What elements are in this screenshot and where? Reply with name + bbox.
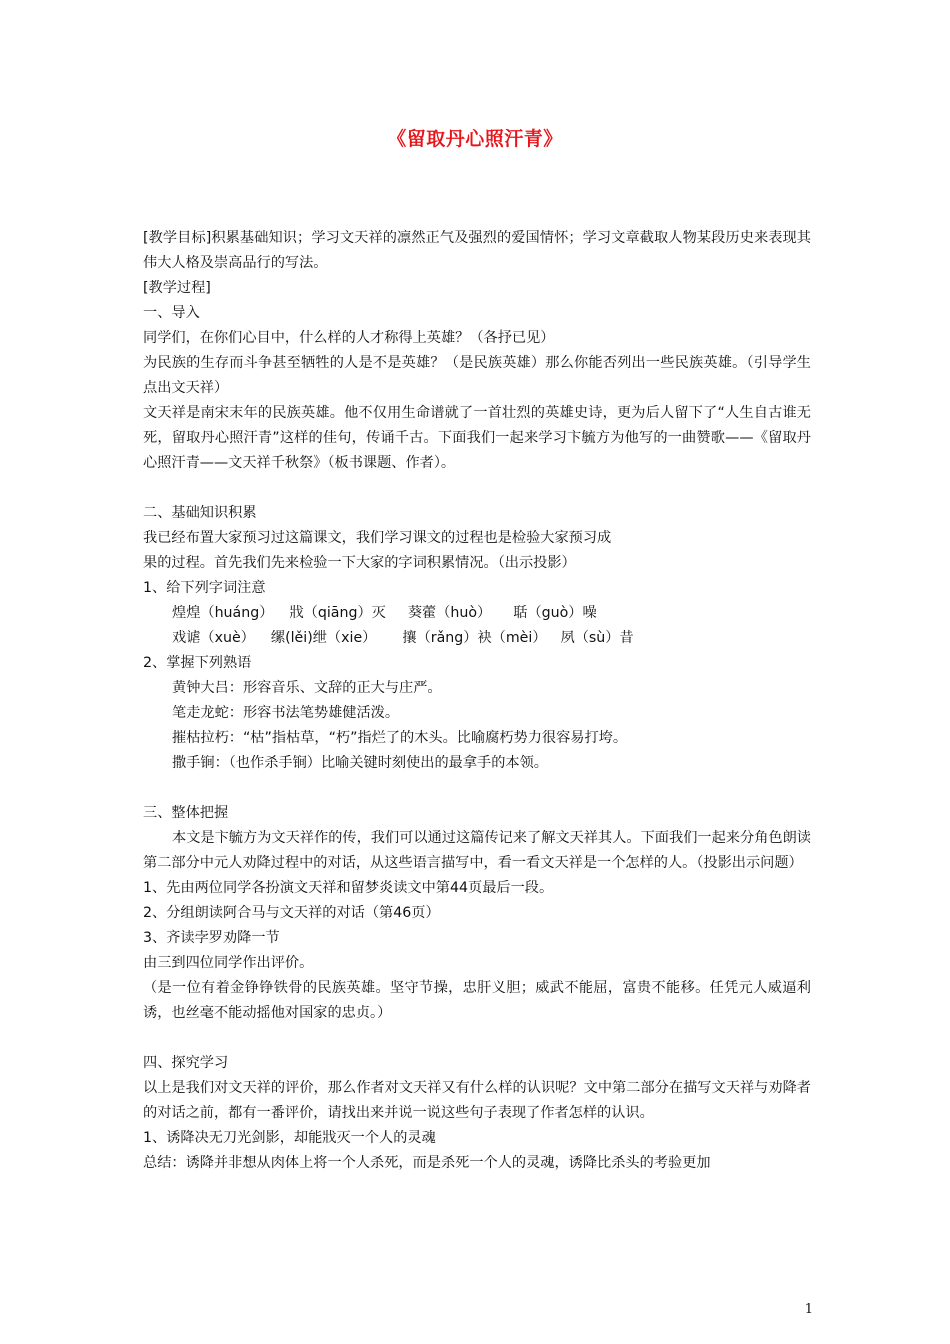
paragraph: 由三到四位同学作出评价。	[143, 955, 314, 971]
pinyin-word: 缧(lěi)绁（xie）	[270, 630, 377, 646]
pinyin-word: 葵藿（huò）	[407, 605, 492, 621]
document-body	[143, 226, 811, 1176]
paragraph: 我已经布置大家预习过这篇课文，我们学习课文的过程也是检验大家预习成	[143, 530, 612, 546]
paragraph: 文天祥是南宋末年的民族英雄。他不仅用生命谱就了一首壮烈的英雄史诗，更为后人留下了“人生自古谁无死，留取丹心照汗青”这样的佳句，传诵千古。下面我们一起来学习卞毓方为他写的一曲赞歌——《留取丹心照汗青——文天祥千秋祭》（板书课题、作者）。	[143, 405, 811, 471]
list-item: 1、诱降决无刀光剑影，却能戕灭一个人的灵魂	[143, 1130, 436, 1146]
paragraph: 以上是我们对文天祥的评价，那么作者对文天祥又有什么样的认识呢？文中第二部分在描写文天祥与劝降者的对话之前，都有一番评价，请找出来并说一说这些句子表现了作者怎样的认识。	[143, 1080, 811, 1121]
section-heading-inquiry: 四、探究学习	[143, 1055, 229, 1071]
section-heading-basics: 二、基础知识积累	[143, 505, 257, 521]
idiom-item: 摧枯拉朽：“枯”指枯草，“朽”指烂了的木头。比喻腐朽势力很容易打垮。	[172, 730, 628, 746]
section-heading-intro: 一、导入	[143, 305, 200, 321]
pinyin-word: 戏谑（xuè）	[172, 630, 255, 646]
paragraph: 本文是卞毓方为文天祥作的传，我们可以通过这篇传记来了解文天祥其人。下面我们一起来分角色朗读第二部分中元人劝降过程中的对话，从这些语言描写中，看一看文天祥是一个怎样的人。（投影出示问题）	[143, 830, 811, 871]
paragraph: 果的过程。首先我们先来检验一下大家的字词积累情况。（出示投影）	[143, 555, 576, 571]
idiom-item: 撒手锏：（也作杀手锏）比喻关键时刻使出的最拿手的本领。	[172, 755, 548, 771]
page-number: 1	[804, 1302, 813, 1317]
list-item: 2、分组朗读阿合马与文天祥的对话（第46页）	[143, 905, 440, 921]
spacer	[143, 476, 811, 501]
paragraph: （是一位有着金铮铮铁骨的民族英雄。坚守节操，忠肝义胆；威武不能屈，富贵不能移。任凭元人威逼利诱，也丝毫不能动摇他对国家的忠贞。）	[143, 980, 811, 1021]
list-item: 1、给下列字词注意	[143, 580, 266, 596]
section-heading-overview: 三、整体把握	[143, 805, 229, 821]
pinyin-word: 攘（rǎng）袂（mèi）	[402, 630, 547, 646]
spacer	[143, 1026, 811, 1051]
teaching-process-label: [教学过程]	[143, 280, 211, 296]
paragraph: 为民族的生存而斗争甚至牺牲的人是不是英雄？（是民族英雄）那么你能否列出一些民族英雄。（引导学生点出文天祥）	[143, 355, 811, 396]
paragraph: 同学们，在你们心目中，什么样的人才称得上英雄？（各抒已见）	[143, 330, 555, 346]
list-item: 1、先由两位同学各扮演文天祥和留梦炎读文中第44页最后一段。	[143, 880, 554, 896]
pinyin-row	[143, 601, 811, 626]
idiom-item: 笔走龙蛇：形容书法笔势雄健活泼。	[172, 705, 400, 721]
pinyin-row	[143, 626, 811, 651]
spacer	[143, 776, 811, 801]
pinyin-word: 煌煌（huáng）	[172, 605, 274, 621]
paragraph: 总结：诱降并非想从肉体上将一个人杀死，而是杀死一个人的灵魂，诱降比杀头的考验更加	[143, 1155, 711, 1171]
teaching-objective: [教学目标]积累基础知识；学习文天祥的凛然正气及强烈的爱国情怀；学习文章截取人物某段历史来表现其伟大人格及崇高品行的写法。	[143, 230, 811, 271]
document-title: 《留取丹心照汗青》	[387, 128, 563, 150]
pinyin-word: 夙（sù）昔	[560, 630, 634, 646]
list-item: 3、齐读孛罗劝降一节	[143, 930, 280, 946]
list-item: 2、掌握下列熟语	[143, 655, 252, 671]
idiom-item: 黄钟大吕：形容音乐、文辞的正大与庄严。	[172, 680, 442, 696]
pinyin-word: 戕（qiāng）灭	[289, 605, 386, 621]
pinyin-word: 聒（guò）噪	[513, 605, 597, 621]
